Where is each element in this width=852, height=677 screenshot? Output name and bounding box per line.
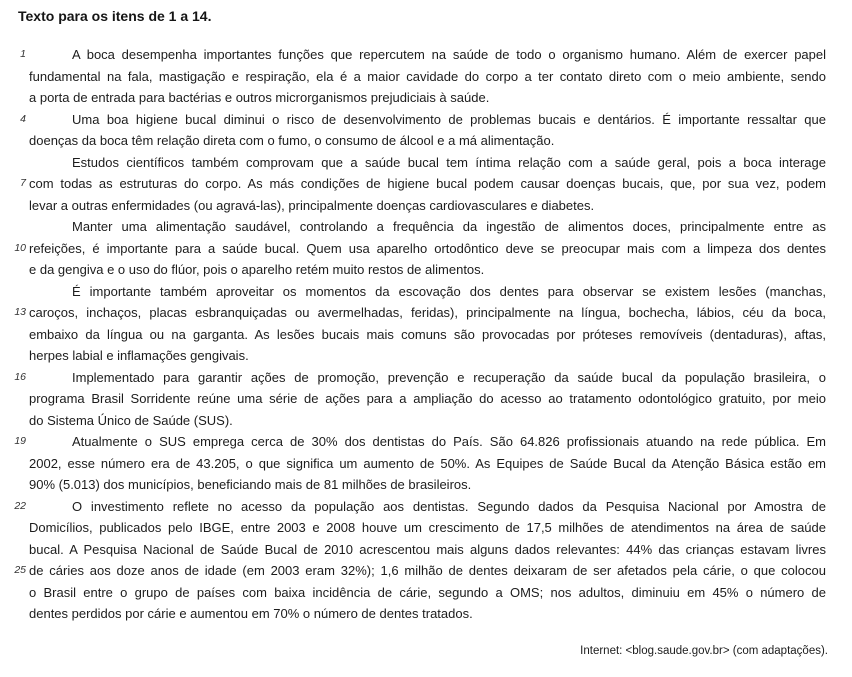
text-line-content: caroços, inchaços, placas esbranquiçadas ou avermelhadas, feridas), principalmente na língua, bochecha, lábios, céu da boca, <box>29 305 826 320</box>
text-line <box>0 517 826 539</box>
line-number: 4 <box>20 112 26 125</box>
text-line <box>0 582 826 604</box>
text-line-content: bucal. A Pesquisa Nacional de Saúde Bucal de 2010 acrescentou mais alguns dados relevantes: 44% das crianças estavam livres <box>29 541 826 557</box>
text-line <box>0 281 826 303</box>
line-number <box>0 324 26 346</box>
line-number <box>0 539 26 561</box>
text-line-content: A boca desempenha importantes funções que repercutem na saúde de todo o organismo humano. Além de exercer papel <box>72 47 826 62</box>
text-line-content: fundamental na fala, mastigação e respiração, ela é a maior cavidade do corpo a ter contato direto com o meio ambiente, sendo <box>29 68 826 84</box>
line-number: 19 <box>14 435 26 447</box>
text-line-content: É importante também aproveitar os momentos da escovação dos dentes para observar se existem lesões (manchas, <box>72 283 826 299</box>
text-line-content: com todas as estruturas do corpo. As más condições de higiene bucal podem causar doenças bucais, que, por sua vez, podem <box>29 176 826 191</box>
text-line <box>0 410 826 432</box>
text-line <box>0 474 826 496</box>
text-line <box>0 302 826 324</box>
line-number: 7 <box>20 177 26 189</box>
text-line-content: a porta de entrada para bactérias e outros microrganismos prejudiciais à saúde. <box>29 90 490 105</box>
line-number <box>0 66 26 88</box>
text-line <box>0 345 826 367</box>
line-number: 1 <box>20 48 26 60</box>
text-line-content: Domicílios, publicados pelo IBGE, entre 2003 e 2008 houve um crescimento de 17,5 milhões de atendimentos na área de saúde <box>29 520 826 535</box>
text-line <box>0 238 826 260</box>
line-number <box>0 474 26 496</box>
line-number <box>0 517 26 539</box>
text-line <box>0 388 826 410</box>
page-title: Texto para os itens de 1 a 14. <box>18 8 212 24</box>
text-line <box>0 195 826 217</box>
text-line <box>0 367 826 389</box>
line-number <box>0 410 26 432</box>
text-line-content: e da gengiva e o uso do flúor, pois o aparelho retém muito restos de alimentos. <box>29 262 485 277</box>
line-number <box>0 582 26 604</box>
text-line-content: o Brasil entre o grupo de países com baixa incidência de cárie, segundo a OMS; nos adultos, diminuiu em 45% o número de <box>29 584 826 600</box>
source-citation: Internet: <blog.saude.gov.br> (com adaptações). <box>580 645 828 657</box>
line-number <box>0 259 26 281</box>
text-line <box>0 453 826 475</box>
text-line <box>0 539 826 561</box>
text-line <box>0 44 826 66</box>
reading-passage <box>0 44 826 625</box>
text-line-content: Implementado para garantir ações de promoção, prevenção e recuperação da saúde bucal da população brasileira, o <box>72 369 826 385</box>
line-number: 25 <box>14 564 26 576</box>
text-line <box>0 130 826 152</box>
text-line <box>0 324 826 346</box>
line-number <box>0 453 26 475</box>
text-line <box>0 152 826 174</box>
text-line <box>0 496 826 518</box>
text-line-content: dentes perdidos por cárie e aumentou em 70% o número de dentes tratados. <box>29 606 473 621</box>
text-line <box>0 560 826 582</box>
line-number: 10 <box>14 241 26 254</box>
text-line-content: Uma boa higiene bucal diminui o risco de desenvolvimento de problemas bucais e dentários. É importante ressaltar que <box>72 111 826 127</box>
line-number <box>0 345 26 367</box>
line-number <box>0 130 26 152</box>
line-number <box>0 216 26 238</box>
text-line-content: O investimento reflete no acesso da população aos dentistas. Segundo dados da Pesquisa Nacional por Amostra de <box>72 498 826 514</box>
text-line-content: embaixo da língua ou na garganta. As lesões bucais mais comuns são provocadas por próteses removíveis (dentaduras), aftas, <box>29 326 826 342</box>
line-number: 13 <box>14 306 26 318</box>
text-line <box>0 87 826 109</box>
text-line <box>0 173 826 195</box>
text-line-content: 2002, esse número era de 43.205, o que significa um aumento de 50%. As Equipes de Saúde Bucal da Atenção Básica estão em <box>29 455 826 471</box>
text-line-content: Estudos científicos também comprovam que a saúde bucal tem íntima relação com a saúde geral, pois a boca interage <box>72 154 826 170</box>
text-line <box>0 109 826 131</box>
text-line <box>0 431 826 453</box>
text-line-content: levar a outras enfermidades (ou agravá-las), principalmente doenças cardiovasculares e diabetes. <box>29 197 595 213</box>
line-number <box>0 388 26 410</box>
text-line-content: doenças da boca têm relação direta com o fumo, o consumo de álcool e a má alimentação. <box>29 133 555 148</box>
text-line-content: do Sistema Único de Saúde (SUS). <box>29 412 233 428</box>
line-number <box>0 152 26 174</box>
text-line <box>0 259 826 281</box>
line-number: 22 <box>14 499 26 512</box>
text-line <box>0 66 826 88</box>
text-line-content: Atualmente o SUS emprega cerca de 30% dos dentistas do País. São 64.826 profissionais atuando na rede pública. Em <box>72 434 826 449</box>
text-line-content: programa Brasil Sorridente reúne uma série de ações para a ampliação do acesso ao tratamento odontológico gratuito, por meio <box>29 391 826 406</box>
line-number <box>0 87 26 109</box>
text-line <box>0 603 826 625</box>
line-number: 16 <box>14 370 26 383</box>
text-line-content: 90% (5.013) dos municípios, beneficiando mais de 81 milhões de brasileiros. <box>29 477 472 492</box>
text-line-content: Manter uma alimentação saudável, controlando a frequência da ingestão de alimentos doces, principalmente entre as <box>72 219 826 234</box>
text-line-content: refeições, é importante para a saúde bucal. Quem usa aparelho ortodôntico deve se preocupar mais com a limpeza dos dentes <box>29 240 826 256</box>
line-number <box>0 603 26 625</box>
text-line <box>0 216 826 238</box>
line-number <box>0 281 26 303</box>
text-line-content: herpes labial e inflamações gengivais. <box>29 348 249 363</box>
text-line-content: de cáries aos doze anos de idade (em 2003 eram 32%); 1,6 milhão de dentes deixaram de ser afetados pela cárie, o que colocou <box>29 563 826 578</box>
line-number <box>0 195 26 217</box>
